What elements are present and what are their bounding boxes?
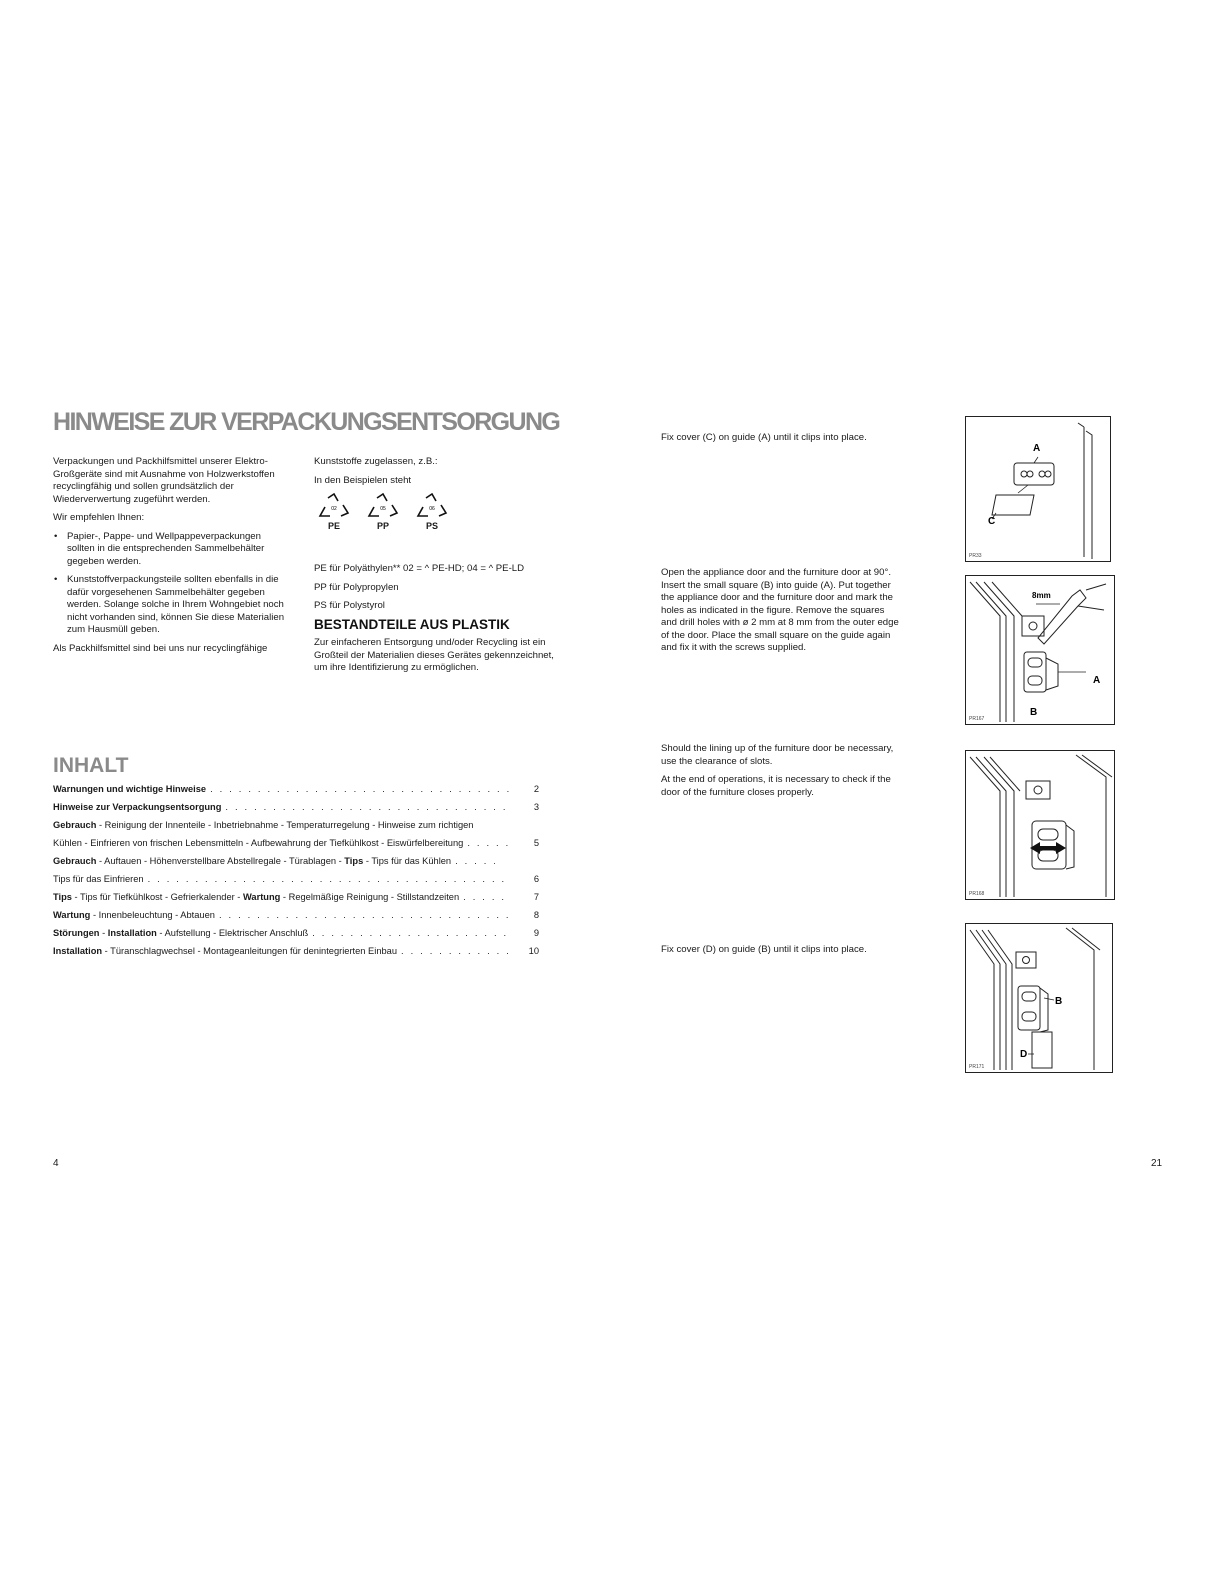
toc-bold: Störungen	[53, 928, 100, 938]
figure-slot-adjustment	[965, 750, 1115, 900]
recycle-triangle-icon	[365, 493, 401, 519]
recycle-symbol	[414, 493, 450, 533]
toc-row	[53, 928, 539, 946]
slot-adjustment-illustration	[966, 751, 1114, 899]
recycle-symbols	[316, 493, 546, 533]
recycle-code: 05	[380, 506, 386, 512]
ps-line: PS für Polystyrol	[314, 600, 385, 611]
toc-leader	[312, 928, 511, 938]
drill-illustration	[966, 576, 1114, 724]
figure-label: A	[1093, 675, 1101, 686]
figure-code: PR33	[969, 553, 982, 559]
step-1-text	[661, 432, 901, 451]
list-item: • Papier-, Pappe- und Wellpappeverpackungen sollten in die entsprechenden Sammelbehälter gegeben werden.	[53, 531, 289, 569]
toc-page: 7	[533, 892, 539, 902]
toc-text: - Auftauen - Höhenverstellbare Abstellregale - Türablagen -	[96, 856, 345, 866]
toc-text: - Tips für Tiefkühlkost - Gefrierkalender -	[71, 892, 243, 902]
step-paragraph: Fix cover (C) on guide (A) until it clips into place.	[661, 432, 867, 443]
toc-page: 3	[533, 802, 539, 812]
toc-leader	[455, 856, 495, 866]
toc-text: - Tips für das Kühlen	[363, 856, 452, 866]
toc-bold: Tips	[344, 856, 364, 866]
toc-page: 10	[528, 946, 539, 956]
plastics-legend	[314, 563, 554, 681]
step-paragraph: Open the appliance door and the furniture door at 90°. Insert the small square (B) into guide (A). Put together the appliance door and the furniture door and mark the holes as indicated in the figure. Remove the squares and drill holes with ø 2 mm at 8 mm from the outer edge of the door. Place the small square on the guide again and fix it with the screws supplied.	[661, 567, 899, 653]
page-number-right: 21	[1151, 1158, 1163, 1169]
table-of-contents	[53, 784, 539, 964]
figure-code: PR171	[969, 1064, 985, 1070]
toc-bold: Wartung	[242, 892, 281, 902]
step-paragraph: At the end of operations, it is necessary to check if the door of the furniture closes properly.	[661, 774, 891, 798]
toc-leader	[210, 784, 511, 794]
toc-row	[53, 838, 539, 856]
recycle-code: 06	[429, 506, 435, 512]
recycle-code: 02	[331, 506, 337, 512]
door-guide-illustration	[966, 417, 1110, 561]
toc-leader	[401, 946, 511, 956]
contents-title: INHALT	[53, 754, 129, 777]
toc-page: 6	[533, 874, 539, 884]
step-paragraph: Should the lining up of the furniture door be necessary, use the clearance of slots.	[661, 743, 894, 767]
toc-row	[53, 892, 539, 910]
step-3-text	[661, 743, 901, 805]
figure-cover-c	[965, 416, 1111, 562]
toc-bold: Gebrauch	[53, 856, 97, 866]
recommend-paragraph: Wir empfehlen Ihnen:	[53, 512, 145, 523]
step-paragraph: Fix cover (D) on guide (B) until it clips into place.	[661, 944, 867, 955]
toc-leader	[148, 874, 511, 884]
page-number-left: 4	[53, 1158, 59, 1169]
plastic-parts-text: Zur einfacheren Entsorgung und/oder Recycling ist ein Großteil der Materialien dieses Gerätes gekennzeichnet, um ihre Identifizierung zu ermöglichen.	[314, 637, 554, 673]
toc-row	[53, 784, 539, 802]
toc-text: - Türanschlagwechsel - Montageanleitungen für denintegrierten Einbau	[102, 946, 398, 956]
intro-column	[53, 456, 289, 661]
step-2-text	[661, 567, 901, 661]
figure-drill-holes	[965, 575, 1115, 725]
toc-leader	[219, 910, 511, 920]
page-title: HINWEISE ZUR VERPACKUNGSENTSORGUNG	[53, 408, 560, 436]
figure-label: A	[1033, 443, 1041, 454]
toc-text: Tips für das Einfrieren	[53, 874, 144, 884]
examples-intro: In den Beispielen steht	[314, 474, 412, 486]
recycle-label: PE	[327, 521, 340, 531]
cover-d-illustration	[966, 924, 1112, 1072]
recycle-label: PS	[425, 521, 438, 531]
plastics-column	[314, 456, 546, 533]
toc-text: - Regelmäßige Reinigung - Stillstandzeiten	[280, 892, 460, 902]
toc-bold: Tips	[53, 892, 72, 902]
figure-label: D	[1020, 1049, 1028, 1060]
toc-text: - Reinigung der Innenteile - Inbetriebnahme - Temperaturregelung - Hinweise zum richtigen	[96, 820, 474, 830]
toc-leader	[225, 802, 511, 812]
figure-code: PR167	[969, 716, 985, 722]
recommendation-list	[53, 531, 289, 637]
toc-row	[53, 874, 539, 892]
figure-label: B	[1030, 707, 1038, 718]
toc-bold: Warnungen und wichtige Hinweise	[53, 784, 207, 794]
toc-leader	[467, 838, 511, 848]
recycle-label: PP	[376, 521, 389, 531]
plastics-intro: Kunststoffe zugelassen, z.B.:	[314, 456, 438, 467]
toc-text: - Innenbeleuchtung - Abtauen	[90, 910, 215, 920]
toc-row	[53, 802, 539, 820]
double-arrow-icon	[1030, 842, 1066, 854]
figure-code: PR168	[969, 891, 985, 897]
toc-page: 9	[533, 928, 539, 938]
intro-paragraph: Verpackungen und Packhilfsmittel unserer Elektro-Großgeräte sind mit Ausnahme von Holzwerkstoffen recyclingfähig und sollen grundsätzlich der Wiederverwertung zugeführt werden.	[53, 456, 275, 505]
pe-line: PE für Polyäthylen** 02 = ^ PE-HD; 04 = ^ PE-LD	[314, 563, 525, 574]
list-item: • Kunststoffverpackungsteile sollten ebenfalls in die dafür vorgesehenen Sammelbehälter gegeben werden. Solange solche in Ihrem Wohngebiet noch nicht vorhanden sind, können Sie diese Materialien zum Hausmüll geben.	[53, 574, 289, 637]
toc-row	[53, 946, 539, 964]
toc-page: 8	[533, 910, 539, 920]
recycle-symbol	[365, 493, 401, 533]
toc-row	[53, 856, 539, 874]
pp-line: PP für Polypropylen	[314, 581, 399, 593]
toc-page: 2	[533, 784, 539, 794]
toc-bold: Gebrauch	[53, 820, 97, 830]
toc-bold: Installation	[107, 928, 157, 938]
toc-page: 5	[533, 838, 539, 848]
figure-cover-d	[965, 923, 1113, 1073]
toc-bold: Wartung	[53, 910, 91, 920]
packaging-paragraph: Als Packhilfsmittel sind bei uns nur recyclingfähige	[53, 642, 268, 654]
toc-bold: Installation	[53, 946, 103, 956]
toc-row	[53, 910, 539, 928]
recycle-symbol	[316, 493, 352, 533]
toc-text: - Aufstellung - Elektrischer Anschluß	[156, 928, 309, 938]
step-4-text	[661, 944, 901, 963]
toc-leader	[463, 892, 511, 902]
recycle-triangle-icon	[316, 493, 352, 519]
plastic-parts-heading: BESTANDTEILE AUS PLASTIK	[314, 616, 510, 632]
figure-label: 8mm	[1032, 591, 1051, 600]
toc-row	[53, 820, 539, 838]
figure-label: B	[1055, 996, 1063, 1007]
toc-bold: Hinweise zur Verpackungsentsorgung	[53, 802, 222, 812]
toc-text: -	[99, 928, 108, 938]
toc-text: Kühlen - Einfrieren von frischen Lebensmitteln - Aufbewahrung der Tiefkühlkost - Eiswürfelbereitung	[53, 838, 464, 848]
figure-label: C	[988, 516, 996, 527]
recycle-triangle-icon	[414, 493, 450, 519]
